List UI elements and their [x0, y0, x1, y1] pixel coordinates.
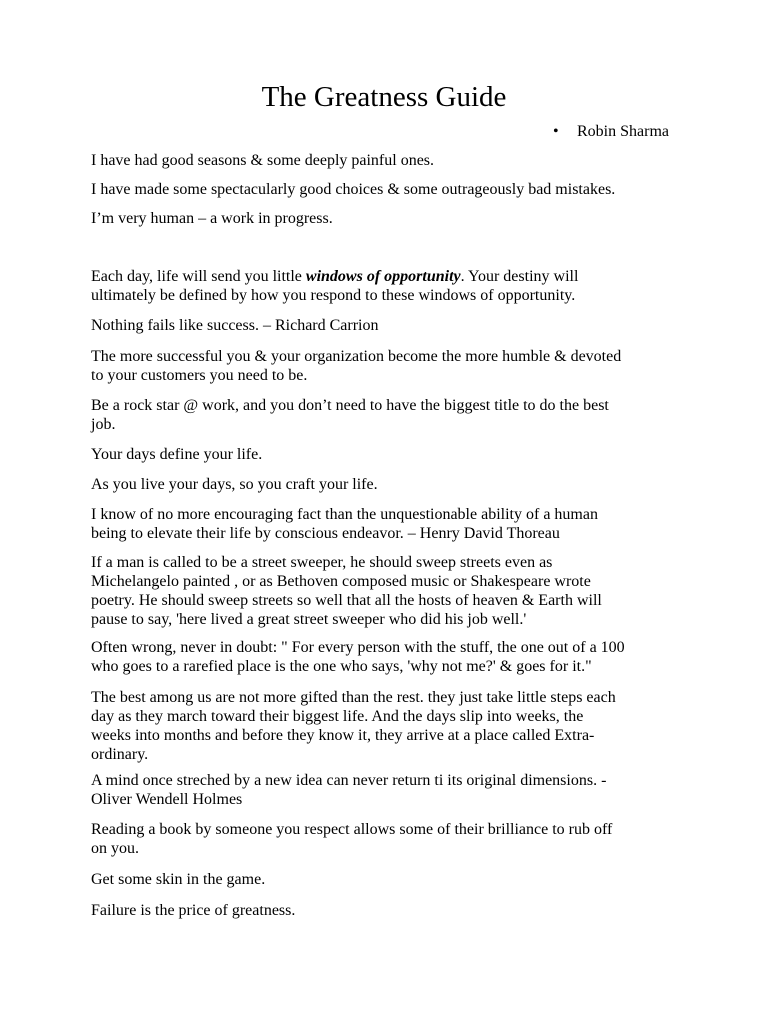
paragraph-7: Be a rock star @ work, and you don’t need to have the biggest title to do the best job. [91, 397, 609, 433]
paragraph-13: The best among us are not more gifted than the rest. they just take little steps each day as they march toward their biggest life. And the days slip into weeks, the weeks into months and before they know it, they arrive at a place called Extra- ordinary. [91, 689, 616, 763]
paragraph-12: Often wrong, never in doubt: " For every person with the stuff, the one out of a 100 who goes to a rarefied place is the one who says, 'why not me?' & goes for it." [91, 639, 625, 675]
paragraph-5: Nothing fails like success. – Richard Carrion [91, 317, 379, 334]
paragraph-3: I’m very human – a work in progress. [91, 210, 333, 227]
paragraph-11: If a man is called to be a street sweeper, he should sweep streets even as Michelangelo painted , or as Bethoven composed music or Shakespeare wrote poetry. He should sweep streets so well that all the hosts of heaven & Earth will pause to say, 'here lived a great street sweeper who did his job well.' [91, 554, 602, 628]
paragraph-4: Each day, life will send you little windows of opportunity. Your destiny will ultimately be defined by how you respond to these windows of opportunity. [91, 268, 579, 304]
author-name: Robin Sharma [577, 123, 669, 140]
paragraph-6: The more successful you & your organization become the more humble & devoted to your customers you need to be. [91, 348, 622, 384]
emphasis-text: windows of opportunity [305, 268, 461, 285]
paragraph-2: I have made some spectacularly good choices & some outrageously bad mistakes. [91, 181, 616, 198]
paragraph-17: Failure is the price of greatness. [91, 902, 296, 919]
paragraph-10: I know of no more encouraging fact than the unquestionable ability of a human being to elevate their life by conscious endeavor. – Henry David Thoreau [91, 506, 598, 542]
paragraph-15: Reading a book by someone you respect allows some of their brilliance to rub off on you. [91, 821, 613, 857]
paragraph-14: A mind once streched by a new idea can never return ti its original dimensions. - Oliver Wendell Holmes [91, 772, 607, 808]
paragraph-1: I have had good seasons & some deeply painful ones. [91, 152, 435, 169]
paragraph-8: Your days define your life. [91, 446, 263, 463]
paragraph-4-line-1: Each day, life will send you little windows of opportunity. Your destiny will [91, 268, 579, 285]
page-title: The Greatness Guide [261, 81, 507, 113]
paragraph-9: As you live your days, so you craft your life. [91, 476, 378, 493]
bullet-icon: • [553, 123, 559, 140]
paragraph-16: Get some skin in the game. [91, 871, 266, 888]
